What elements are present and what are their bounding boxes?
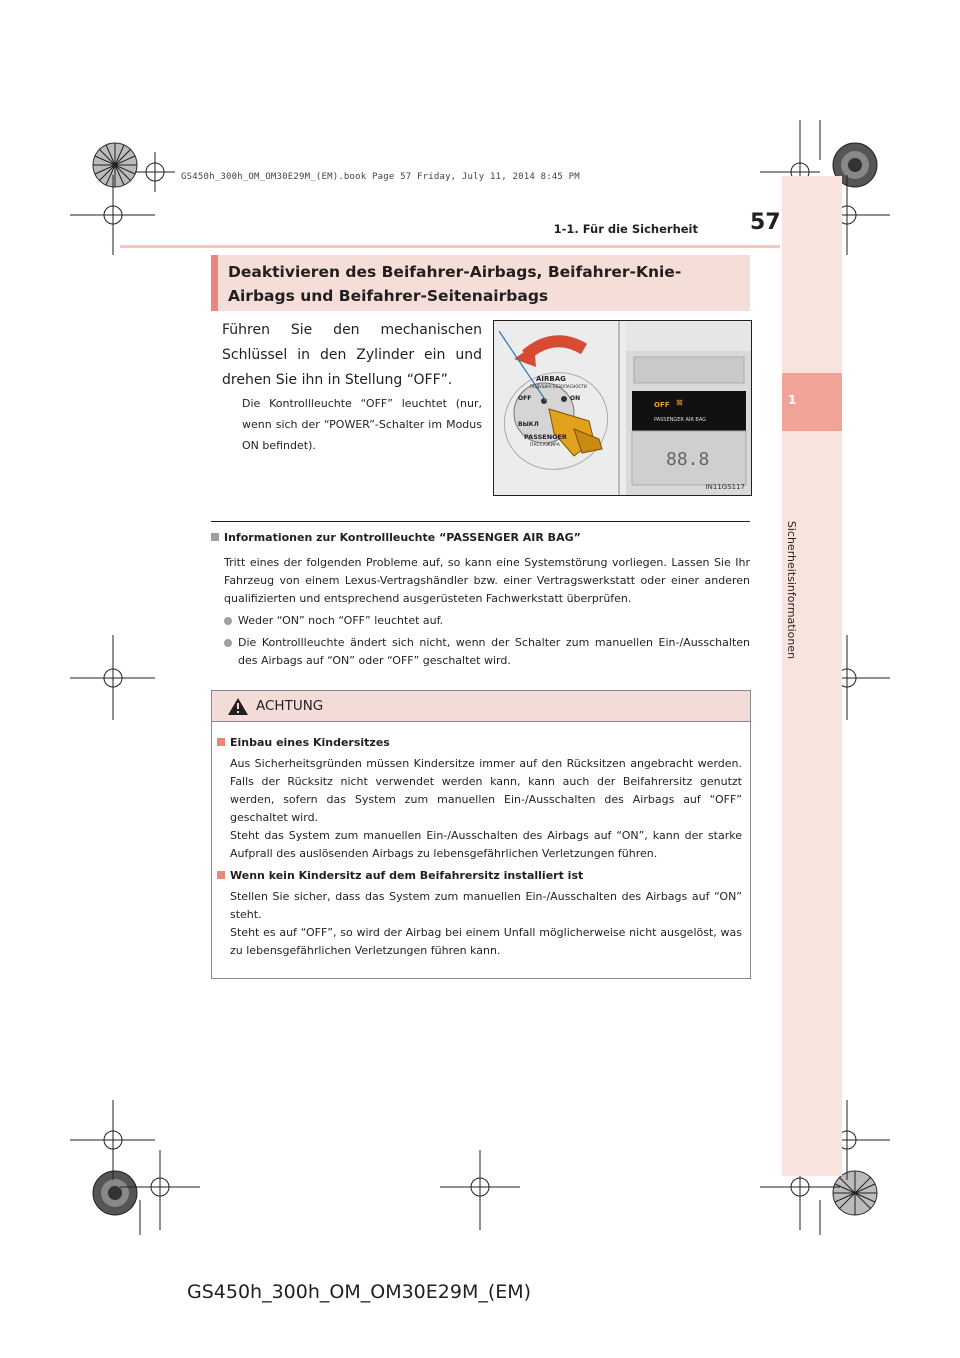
circle-bullet-icon [224,617,232,625]
section-heading-text: Deaktivieren des Beifahrer-Airbags, Beifahrer-Knie-Airbags und Beifahrer-Seitenairbags [228,263,682,305]
caution-item-title [217,869,583,882]
chapter-title-vertical: Sicherheitsinformationen [785,520,798,660]
instruction-note: Die Kontrollleuchte “OFF” leuchtet (nur, wenn sich der “POWER”-Schalter im Modus ON befindet). [242,397,482,452]
caution-item-text: Stellen Sie sicher, dass das System zum manuellen Ein-/Ausschalten des Airbags auf “ON” steht. [230,890,742,921]
indicator-label: PASSENGER AIR BAG [654,417,707,423]
caution-item-title [217,736,390,749]
caution-item-title-text: Einbau eines Kindersitzes [230,736,390,749]
airbag-switch-figure [493,320,752,496]
square-bullet-icon [217,738,225,746]
chapter-number: 1 [788,393,797,407]
switch-label-off: OFF [518,395,532,402]
chapter-number-tab [782,373,842,431]
display-digits: 88.8 [666,449,710,470]
caution-header [212,691,750,722]
caution-item-text: Aus Sicherheitsgründen müssen Kindersitze immer auf den Rücksitzen angebracht werden. Falls der Rücksitz nicht verwendet werden kann, kann auch der Beifahrersitz genutzt werden, sofern das System zum manuellen Ein-/Ausschalten des Airbags auf “OFF” geschaltet wird. [230,757,742,824]
circle-bullet-icon [224,639,232,647]
section-heading [211,255,750,311]
info-bullet-text: Weder “ON” noch “OFF” leuchtet auf. [238,614,444,627]
indicator-off-label: OFF [654,401,670,409]
heading-accent-bar [211,255,218,311]
page-number: 57 [750,210,781,235]
caution-item-text: Steht das System zum manuellen Ein-/Ausschalten des Airbags auf “ON”, kann der starke Aufprall des auslösenden Airbags zu lebensgefährlichen Verletzungen führen. [230,829,742,860]
info-title-text: Informationen zur Kontrollleuchte “PASSENGER AIR BAG” [224,531,581,544]
info-title [211,531,581,544]
switch-label-off-ru: ВЫКЛ [518,421,539,428]
print-file-info: GS450h_300h_OM_OM30E29M_(EM).book Page 57 Friday, July 11, 2014 8:45 PM [181,172,580,182]
caution-item-title-text: Wenn kein Kindersitz auf dem Beifahrersitz installiert ist [230,869,584,882]
header-rule [120,245,780,248]
caution-item-text: Steht es auf “OFF”, so wird der Airbag bei einem Unfall möglicherweise nicht ausgelöst, was zu lebensgefährlichen Verletzungen führen kann. [230,926,742,957]
divider-rule [211,521,750,522]
info-body: Tritt eines der folgenden Probleme auf, so kann eine Systemstörung vorliegen. Lassen Sie Ihr Fahrzeug von einem Lexus-Vertragshändler bzw. einer Vertragswerkstatt oder einer anderen qualifizierten und entsprechend ausgerüsteten Fachwerkstatt überprüfen. [224,556,750,605]
header-section-title: 1-1. Für die Sicherheit [553,222,698,236]
caution-box [211,690,751,979]
square-bullet-icon [211,533,219,541]
instruction-text: Führen Sie den mechanischen Schlüssel in den Zylinder ein und drehen Sie ihn in Stellung “OFF”. [222,322,482,388]
figure-code: IN11GS117 [705,483,745,491]
footer-doc-code: GS450h_300h_OM_OM30E29M_(EM) [187,1281,532,1303]
square-bullet-icon [217,871,225,879]
switch-label-passenger-ru: ПАССАЖИРА [530,443,560,448]
switch-label-airbag: AIRBAG [536,375,566,383]
airbag-switch-illustration [494,321,751,495]
indicator-airbag-icon: ⊠ [676,398,683,407]
warning-triangle-icon [228,698,248,715]
caution-label: ACHTUNG [256,698,324,714]
info-bullet-text: Die Kontrollleuchte ändert sich nicht, wenn der Schalter zum manuellen Ein-/Ausschalten des Airbags auf “ON” oder “OFF” geschaltet wird. [238,636,750,667]
switch-label-on: ON [570,395,581,402]
switch-label-passenger: PASSENGER [524,433,567,441]
switch-label-airbag-ru: ПОДУШКА БЕЗОПАСНОСТИ [530,384,587,389]
